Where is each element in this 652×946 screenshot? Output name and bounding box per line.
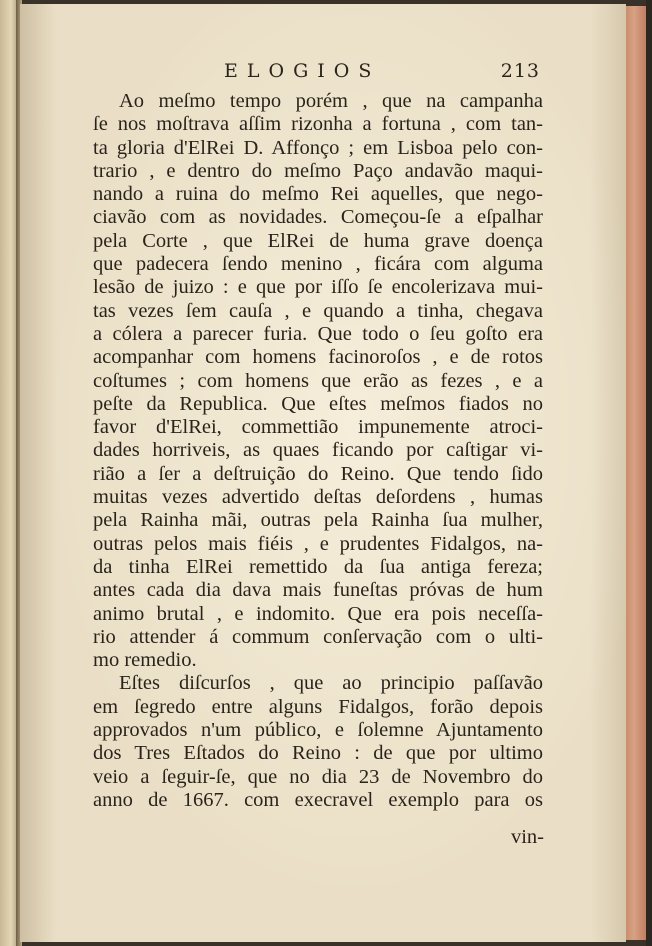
text-line: tas vezes ſem cauſa , e quando a tinha, chegava bbox=[93, 299, 543, 322]
text-line: coſtumes ; com homens que erão as fezes , e a bbox=[93, 369, 543, 392]
text-line: animo brutal , e indomito. Que era pois neceſſa- bbox=[93, 602, 543, 625]
text-line: mo remedio. bbox=[93, 649, 197, 672]
text-line: Eſtes diſcurſos , que ao principio paſſavão bbox=[119, 672, 543, 695]
text-line: da tinha ElRei remettido da ſua antiga fereza; bbox=[93, 555, 543, 578]
text-line: ciavão com as novidades. Começou-ſe a eſpalhar bbox=[93, 206, 543, 229]
running-head: ELOGIOS bbox=[224, 60, 381, 82]
text-line: rião a ſer a deſtruição do Reino. Que tendo ſido bbox=[93, 462, 543, 485]
text-line: trario , e dentro do meſmo Paço andavão maqui- bbox=[93, 159, 543, 182]
text-line: ſe nos moſtrava aſſim rizonha a fortuna , com tan- bbox=[93, 113, 543, 136]
page-header bbox=[120, 60, 544, 86]
text-line: peſte da Republica. Que eſtes meſmos fiados no bbox=[93, 392, 543, 415]
book-edge-shadow bbox=[646, 0, 652, 946]
catchword: vin- bbox=[510, 826, 544, 848]
text-line: acompanhar com homens facinoroſos , e de rotos bbox=[93, 346, 543, 369]
text-line: pela Corte , que ElRei de huma grave doença bbox=[93, 229, 543, 252]
page-number: 213 bbox=[500, 60, 540, 82]
text-line: dos Tres Eſtados do Reino : de que por ultimo bbox=[93, 742, 543, 765]
text-line: veio a ſeguir-ſe, que no dia 23 de Novembro do bbox=[93, 765, 543, 788]
text-line: em ſegredo entre alguns Fidalgos, forão depois bbox=[93, 695, 543, 718]
text-line: anno de 1667. com execravel exemplo para os bbox=[93, 788, 543, 811]
page-fore-edge bbox=[626, 6, 646, 940]
text-line: ta gloria d'ElRei D. Affonço ; em Lisboa pelo con- bbox=[93, 136, 543, 159]
text-line: approvados n'um público, e ſolemne Ajuntamento bbox=[93, 719, 543, 742]
text-line: nando a ruina do meſmo Rei aquelles, que nego- bbox=[93, 183, 543, 206]
text-line: a cólera a parecer furia. Que todo o ſeu goſto era bbox=[93, 322, 543, 345]
text-line: rio attender á commum conſervação com o ulti- bbox=[93, 625, 543, 648]
text-line: antes cada dia dava mais funeſtas próvas de hum bbox=[93, 579, 543, 602]
text-line: lesão de juizo : e que por iſſo ſe encolerizava mui- bbox=[93, 276, 543, 299]
text-line: outras pelos mais fiéis , e prudentes Fidalgos, na- bbox=[93, 532, 543, 555]
text-line: muitas vezes advertido deſtas deſordens , humas bbox=[93, 486, 543, 509]
body-text bbox=[93, 90, 543, 812]
text-line: dades horriveis, as quaes ficando por caſtigar vi- bbox=[93, 439, 543, 462]
text-line: que padecera ſendo menino , ficára com alguma bbox=[93, 253, 543, 276]
text-line: Ao meſmo tempo porém , que na campanha bbox=[119, 90, 543, 112]
text-line: pela Rainha mãi, outras pela Rainha ſua mulher, bbox=[93, 509, 543, 532]
text-line: favor d'ElRei, commettião impunemente atroci- bbox=[93, 416, 543, 439]
